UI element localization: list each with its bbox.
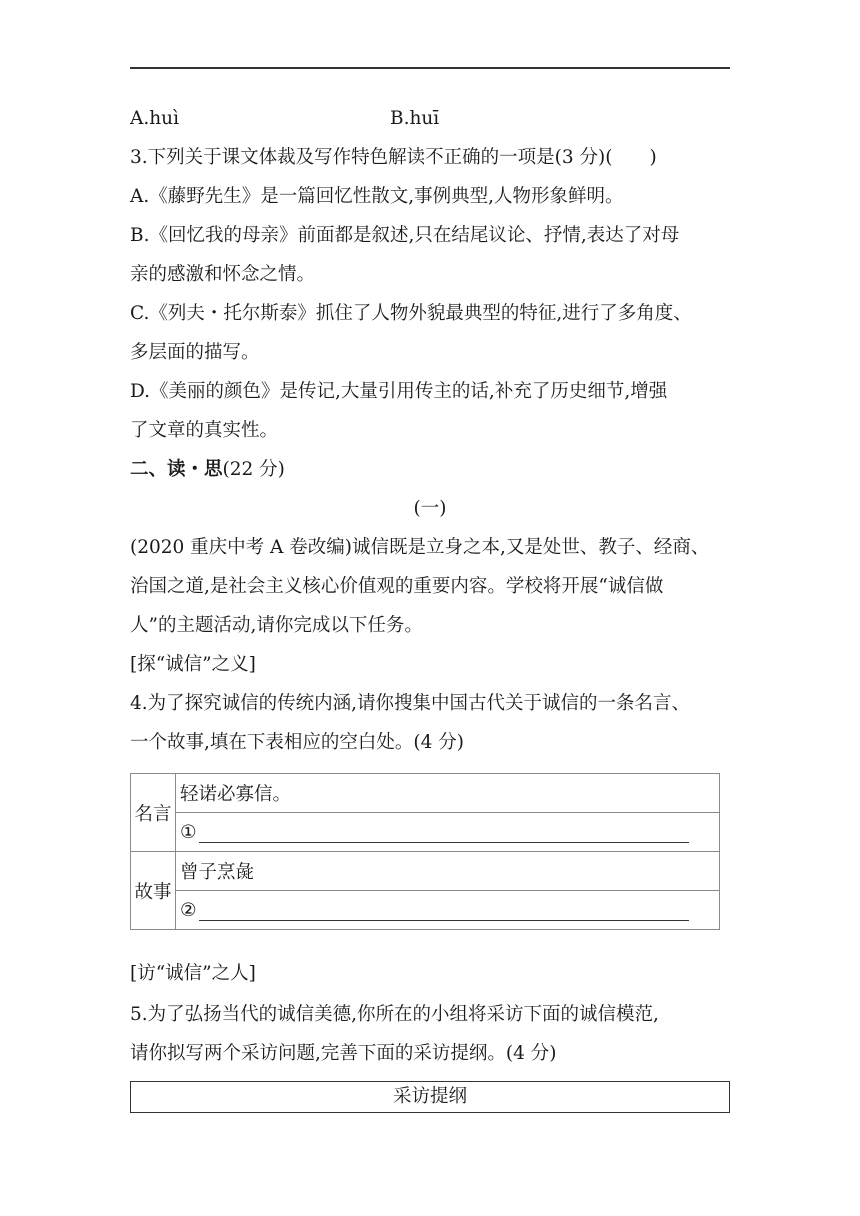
q3-option-d-line2: 了文章的真实性。	[130, 420, 279, 441]
q2-options	[130, 107, 440, 131]
intro-line1: (2020 重庆中考 A 卷改编)诚信既是立身之本,又是处世、教子、经商、	[130, 537, 710, 558]
q3-option-a: A.《藤野先生》是一篇回忆性散文,事例典型,人物形象鲜明。	[130, 186, 624, 207]
given-quote: 轻诺必寡信。	[176, 774, 720, 813]
blank-marker-1: ①	[180, 821, 197, 843]
q3-option-c-line1: C.《列夫・托尔斯泰》抓住了人物外貌最典型的特征,进行了多角度、	[130, 303, 692, 324]
section-score: (22 分)	[222, 459, 285, 480]
q4-line2: 一个故事,填在下表相应的空白处。(4 分)	[130, 732, 464, 753]
task2-title: [访“诚信”之人]	[130, 963, 256, 984]
section-title: 二、读・思	[130, 459, 223, 480]
answer-blank-2[interactable]	[199, 902, 689, 921]
intro-line2: 治国之道,是社会主义核心价值观的重要内容。学校将开展“诚信做	[130, 576, 664, 597]
q5-line2: 请你拟写两个采访问题,完善下面的采访提纲。(4 分)	[130, 1043, 557, 1064]
option-b: B.huī	[390, 108, 440, 129]
table-row	[131, 852, 720, 891]
outline-title: 采访提纲	[392, 1086, 467, 1107]
row-label-quote: 名言	[131, 774, 176, 852]
section-heading	[130, 458, 285, 482]
answer-blank-1[interactable]	[199, 824, 689, 843]
q5-line1: 5.为了弘扬当代的诚信美德,你所在的小组将采访下面的诚信模范,	[130, 1004, 659, 1025]
intro-line3: 人”的主题活动,请你完成以下任务。	[130, 615, 423, 636]
q3-option-b-line2: 亲的感激和怀念之情。	[130, 264, 316, 285]
q3-option-c-line2: 多层面的描写。	[130, 342, 260, 363]
q4-line1: 4.为了探究诚信的传统内涵,请你搜集中国古代关于诚信的一条名言、	[130, 693, 691, 714]
answer-table	[130, 773, 720, 930]
blank-marker-2: ②	[180, 899, 197, 921]
task1-title: [探“诚信”之义]	[130, 654, 256, 675]
q3-option-b-line1: B.《回忆我的母亲》前面都是叙述,只在结尾议论、抒情,表达了对母	[130, 225, 680, 246]
answer-cell-1[interactable]	[176, 813, 720, 852]
table-row	[131, 813, 720, 852]
option-a: A.huì	[130, 108, 179, 129]
q3-stem: 3.下列关于课文体裁及写作特色解读不正确的一项是(3 分)( )	[130, 147, 657, 168]
given-story: 曾子烹彘	[176, 852, 720, 891]
row-label-story: 故事	[131, 852, 176, 930]
part-heading: (一)	[413, 498, 447, 519]
table-row	[131, 774, 720, 813]
table-row	[131, 891, 720, 930]
answer-cell-2[interactable]	[176, 891, 720, 930]
q3-option-d-line1: D.《美丽的颜色》是传记,大量引用传主的话,补充了历史细节,增强	[130, 381, 668, 402]
interview-outline-box	[130, 1081, 730, 1113]
header-rule	[130, 67, 730, 69]
